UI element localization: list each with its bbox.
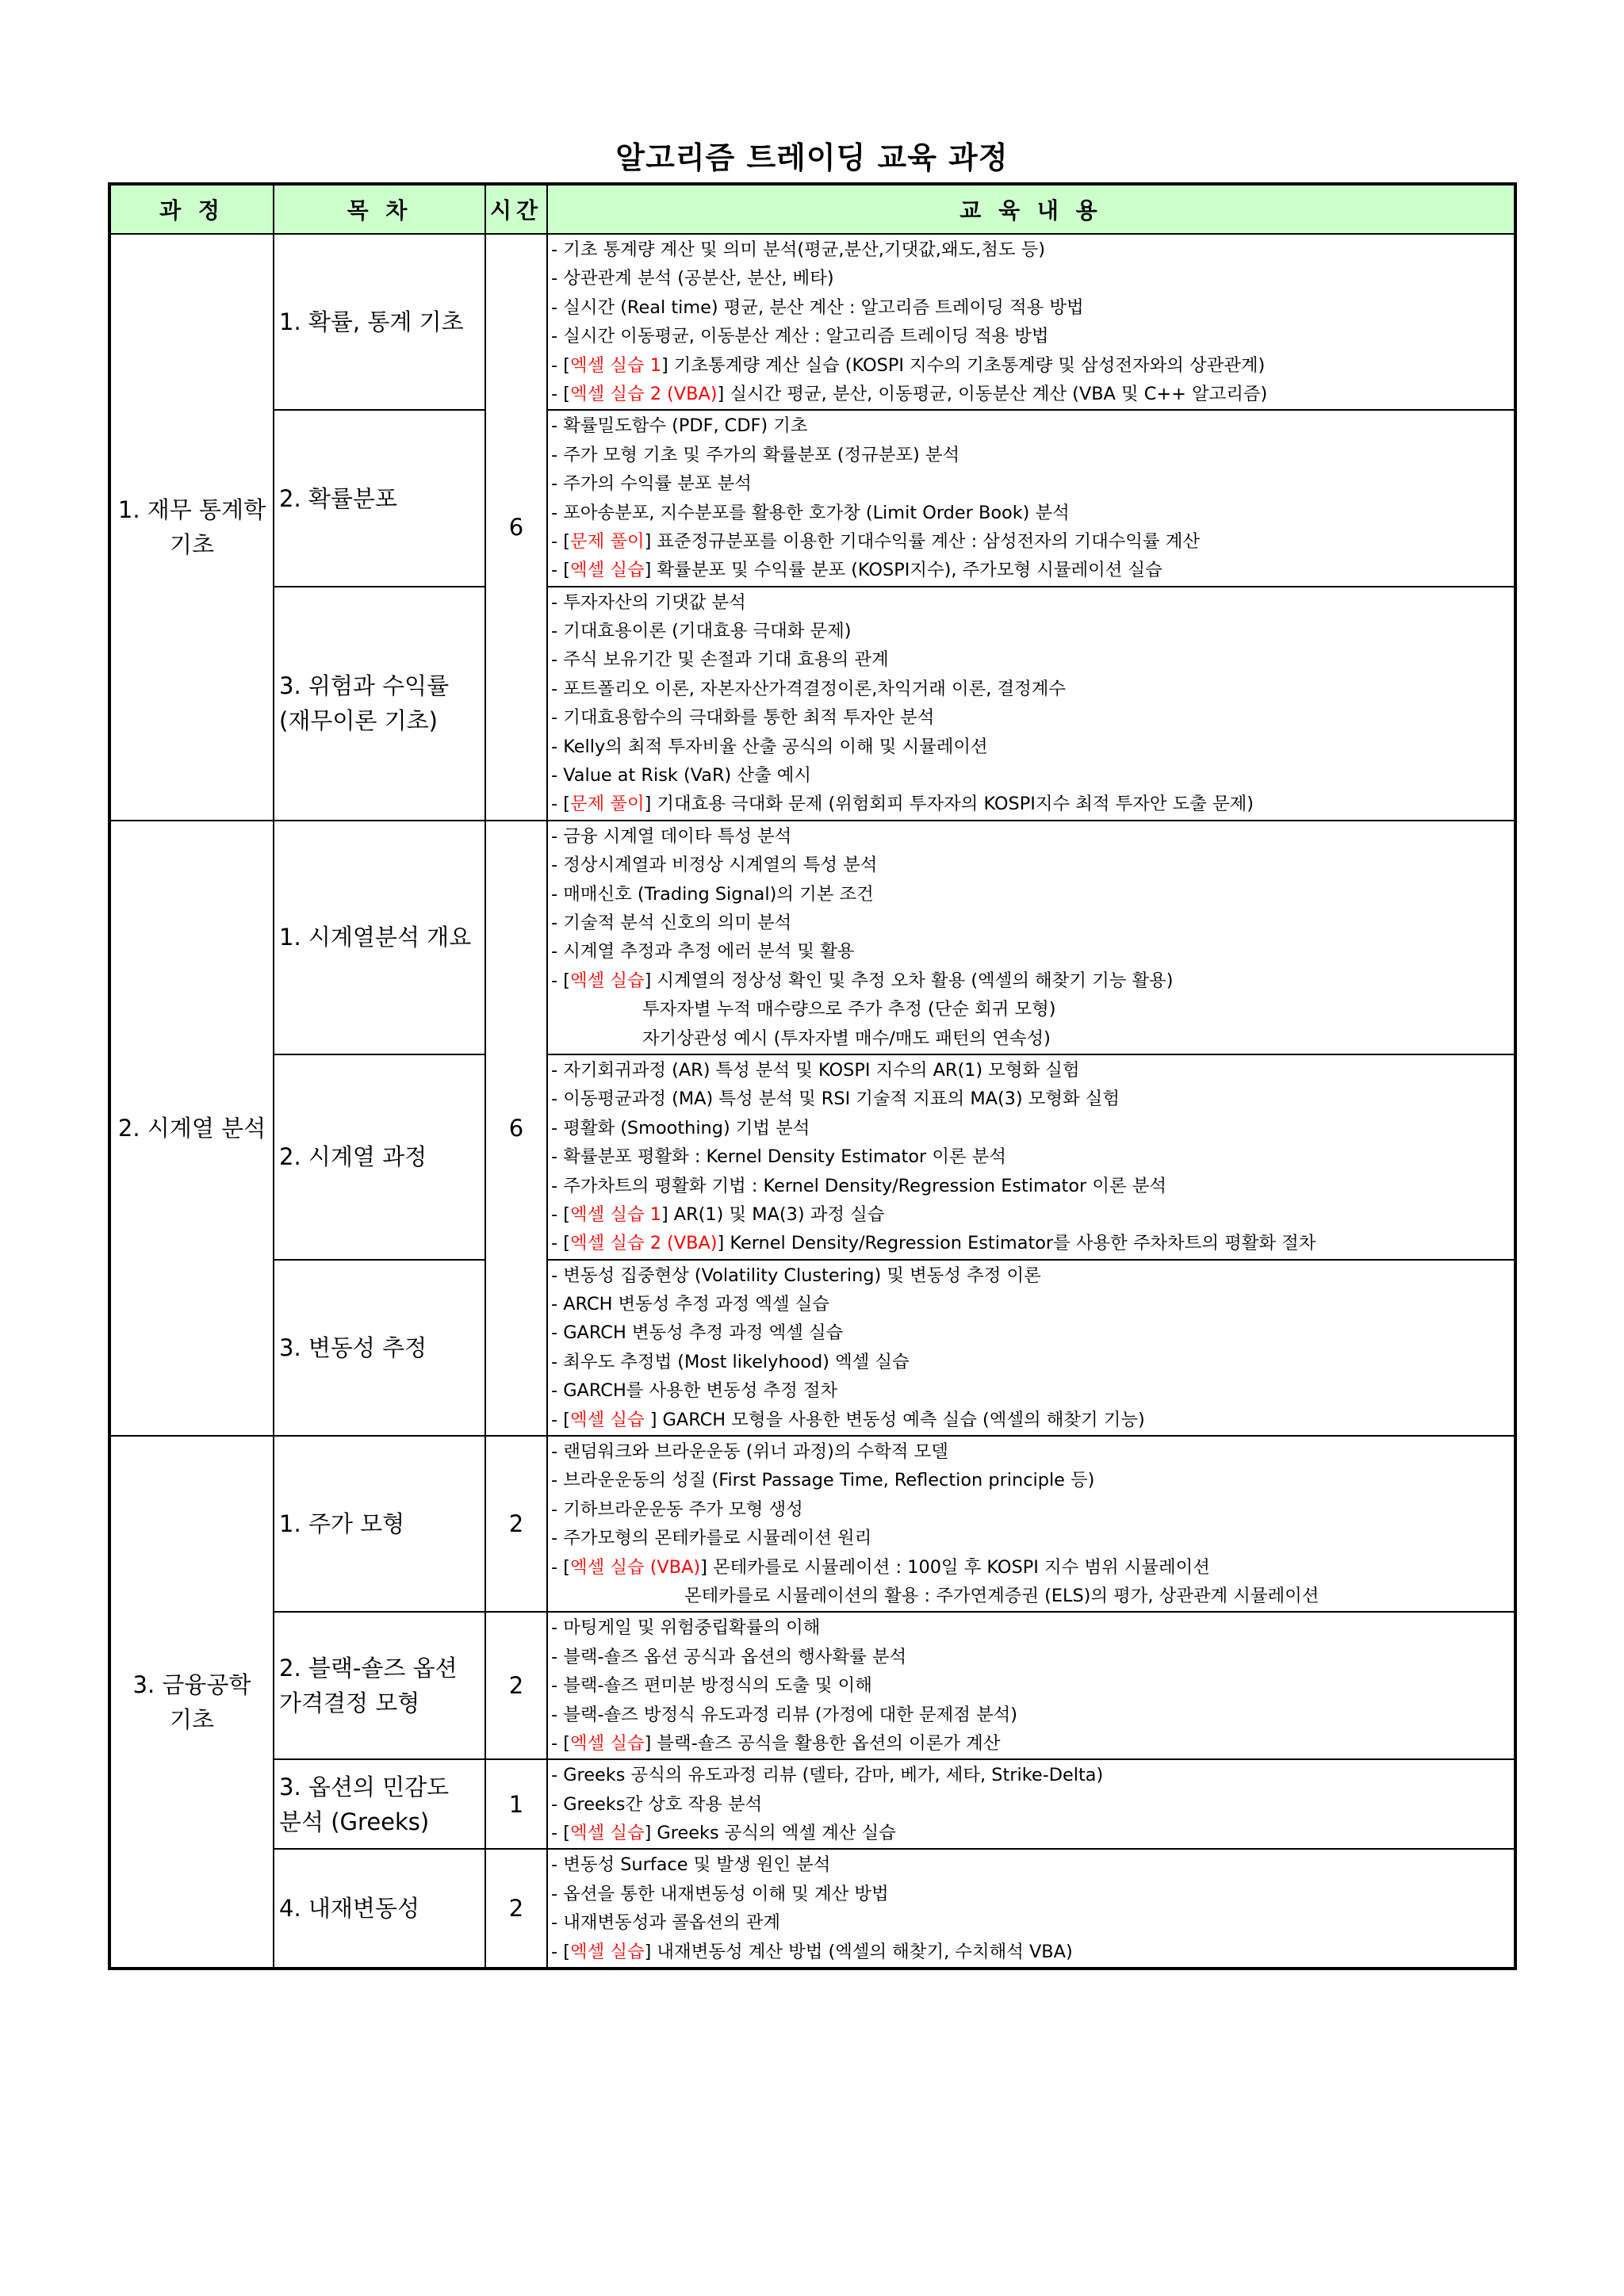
content-text: - 내재변동성과 콜옵션의 관계 xyxy=(551,1912,780,1934)
content-text: ] 몬테카를로 시뮬레이션 : 100일 후 KOSPI 지수 범위 시뮬레이션 xyxy=(700,1556,1210,1578)
content-text: - 블랙-숄즈 방정식 유도과정 리뷰 (가정에 대한 문제점 분석) xyxy=(551,1704,1018,1725)
content-text: - [ xyxy=(551,794,570,815)
practice-tag: 엑셀 실습 2 (VBA) xyxy=(569,383,718,404)
header-row xyxy=(109,184,1515,234)
content-line xyxy=(551,645,1514,674)
content-text: - [ xyxy=(551,383,570,404)
practice-tag: 엑셀 실습 xyxy=(569,1941,645,1962)
topic-content xyxy=(547,234,1515,410)
content-line xyxy=(551,588,1514,617)
content-text: - 시계열 추정과 추정 에러 분석 및 활용 xyxy=(551,941,855,962)
topic-title: 4. 내재변동성 xyxy=(274,1849,485,1969)
content-line xyxy=(551,380,1514,408)
header-content: 교 육 내 용 xyxy=(547,184,1515,234)
topic-content xyxy=(547,1054,1515,1260)
content-text: - [ xyxy=(551,1233,570,1254)
content-line xyxy=(551,675,1514,703)
content-line xyxy=(551,1114,1514,1142)
course-hours: 6 xyxy=(485,234,547,821)
content-text: - 변동성 집중현상 (Volatility Clustering) 및 변동성 추정 이론 xyxy=(551,1265,1041,1286)
content-text: - Greeks 공식의 유도과정 리뷰 (델타, 감마, 베가, 세타, Strike-Delta) xyxy=(551,1765,1104,1786)
table-row xyxy=(109,1054,1515,1260)
header-course: 과 정 xyxy=(109,184,274,234)
content-line xyxy=(551,1643,1514,1671)
topic-hours: 2 xyxy=(485,1849,547,1969)
topic-title: 1. 주가 모형 xyxy=(274,1436,485,1612)
content-text: - 변동성 Surface 및 발생 원인 분석 xyxy=(551,1854,831,1876)
content-text: - 마팅게일 및 위험중립확률의 이해 xyxy=(551,1617,821,1639)
content-text: - 실시간 (Real time) 평균, 분산 계산 : 알고리즘 트레이딩 적용 방법 xyxy=(551,297,1084,318)
content-line xyxy=(551,1938,1514,1966)
table-row xyxy=(109,587,1515,821)
content-text: - [ xyxy=(551,1732,570,1754)
content-line xyxy=(551,1819,1514,1847)
content-line xyxy=(551,761,1514,790)
topic-title: 2. 시계열 과정 xyxy=(274,1054,485,1260)
content-text: - [ xyxy=(551,1203,570,1225)
table-row xyxy=(109,410,1515,586)
practice-tag: 문제 풀이 xyxy=(569,530,645,552)
header-topic: 목 차 xyxy=(274,184,485,234)
content-line xyxy=(551,1671,1514,1700)
content-line xyxy=(551,1701,1514,1729)
content-text: - 포아송분포, 지수분포를 활용한 호가창 (Limit Order Book) 분석 xyxy=(551,502,1070,523)
practice-tag: 엑셀 실습 2 (VBA) xyxy=(569,1233,718,1254)
content-line xyxy=(551,1466,1514,1494)
content-text: - 확률밀도함수 (PDF, CDF) 기초 xyxy=(551,415,808,437)
content-line xyxy=(551,1880,1514,1908)
content-text: - 실시간 이동평균, 이동분산 계산 : 알고리즘 트레이딩 적용 방법 xyxy=(551,326,1049,347)
content-text: - 주가의 수익률 분포 분석 xyxy=(551,473,752,495)
content-text: - 기초 통계량 계산 및 의미 분석(평균,분산,기댓값,왜도,첨도 등) xyxy=(551,239,1045,260)
content-line xyxy=(551,822,1514,851)
topic-title: 3. 변동성 추정 xyxy=(274,1260,485,1436)
course-hours: 6 xyxy=(485,821,547,1436)
content-text: ] 블랙-숄즈 공식을 활용한 옵션의 이론가 계산 xyxy=(644,1732,1001,1754)
content-text: 투자자별 누적 매수량으로 주가 추정 (단순 회귀 모형) xyxy=(642,999,1056,1020)
topic-content xyxy=(547,1260,1515,1436)
topic-content xyxy=(547,1759,1515,1849)
content-text: - Kelly의 최적 투자비율 산출 공식의 이해 및 시뮬레이션 xyxy=(551,736,988,757)
content-text: - 기술적 분석 신호의 의미 분석 xyxy=(551,912,792,933)
content-text: - 평활화 (Smoothing) 기법 분석 xyxy=(551,1117,810,1138)
content-text: - 자기회귀과정 (AR) 특성 분석 및 KOSPI 지수의 AR(1) 모형화 실험 xyxy=(551,1059,1080,1081)
course-name: 3. 금융공학 기초 xyxy=(109,1436,274,1969)
content-line xyxy=(551,1142,1514,1171)
content-text: - 블랙-숄즈 편미분 방정식의 도출 및 이해 xyxy=(551,1675,872,1697)
content-line xyxy=(551,235,1514,264)
content-text: - [ xyxy=(551,1556,570,1578)
content-text: - 확률분포 평활화 : Kernel Density Estimator 이론 분석 xyxy=(551,1146,1006,1168)
content-text: - [ xyxy=(551,1409,570,1430)
table-row xyxy=(109,1436,1515,1612)
content-line xyxy=(551,733,1514,761)
content-text: ] 기대효용 극대화 문제 (위험회피 투자자의 KOSPI지수 최적 투자안 도출 문제) xyxy=(644,794,1254,815)
table-row xyxy=(109,1260,1515,1436)
content-line xyxy=(551,1229,1514,1257)
content-line xyxy=(551,527,1514,556)
topic-content xyxy=(547,587,1515,821)
table-row xyxy=(109,821,1515,1054)
content-line xyxy=(551,703,1514,732)
content-text: ] AR(1) 및 MA(3) 과정 실습 xyxy=(661,1203,885,1225)
topic-title: 2. 블랙-숄즈 옵션 가격결정 모형 xyxy=(274,1612,485,1759)
content-line xyxy=(551,351,1514,380)
content-text: - GARCH를 사용한 변동성 추정 절차 xyxy=(551,1380,838,1402)
content-text: - 주가 모형 기초 및 주가의 확률분포 (정규분포) 분석 xyxy=(551,444,960,465)
content-text: ] Kernel Density/Regression Estimator를 사용한 주차차트의 평활화 절차 xyxy=(717,1233,1316,1254)
content-text: - 주식 보유기간 및 손절과 기대 효용의 관계 xyxy=(551,649,889,671)
curriculum-table xyxy=(108,182,1517,1970)
content-text: - 브라운운동의 성질 (First Passage Time, Reflection principle 등) xyxy=(551,1470,1095,1491)
content-text: - [ xyxy=(551,970,570,991)
content-line xyxy=(551,1290,1514,1318)
content-line xyxy=(551,1850,1514,1879)
content-line xyxy=(551,966,1514,995)
content-line xyxy=(551,617,1514,645)
curriculum-body xyxy=(109,234,1515,1969)
content-line xyxy=(551,1406,1514,1434)
content-text: - Value at Risk (VaR) 산출 예시 xyxy=(551,765,812,786)
practice-tag: 엑셀 실습 xyxy=(569,1823,645,1844)
content-text: - ARCH 변동성 추정 과정 엑셀 실습 xyxy=(551,1294,829,1315)
content-line xyxy=(551,1437,1514,1466)
content-text: - [ xyxy=(551,1941,570,1962)
content-text: ] 시계열의 정상성 확인 및 추정 오차 활용 (엑셀의 해찾기 기능 활용) xyxy=(644,970,1174,991)
content-line xyxy=(551,1348,1514,1376)
content-text: ] 실시간 평균, 분산, 이동평균, 이동분산 계산 (VBA 및 C++ 알고리즘) xyxy=(717,383,1268,404)
practice-tag: 엑셀 실습 xyxy=(569,560,645,581)
content-text: ] Greeks 공식의 엑셀 계산 실습 xyxy=(644,1823,896,1844)
table-row xyxy=(109,1759,1515,1849)
content-line xyxy=(551,1553,1514,1582)
content-line xyxy=(551,556,1514,584)
content-text: ] 표준정규분포를 이용한 기대수익률 계산 : 삼성전자의 기대수익률 계산 xyxy=(644,530,1201,552)
content-text: - 정상시계열과 비정상 시계열의 특성 분석 xyxy=(551,855,878,876)
topic-title: 1. 시계열분석 개요 xyxy=(274,821,485,1054)
content-line xyxy=(551,1790,1514,1819)
content-line xyxy=(551,1908,1514,1937)
content-line xyxy=(551,1376,1514,1405)
content-line xyxy=(551,790,1514,818)
topic-title: 2. 확률분포 xyxy=(274,410,485,586)
practice-tag: 엑셀 실습 1 xyxy=(569,1203,661,1225)
topic-title: 3. 옵션의 민감도 분석 (Greeks) xyxy=(274,1759,485,1849)
content-line xyxy=(551,1056,1514,1085)
content-text: ] 기초통계량 계산 실습 (KOSPI 지수의 기초통계량 및 삼성전자와의 상관관계) xyxy=(661,354,1266,376)
content-line xyxy=(551,937,1514,966)
content-line xyxy=(551,1318,1514,1347)
content-line xyxy=(551,469,1514,498)
content-line xyxy=(551,322,1514,350)
content-text: 몬테카를로 시뮬레이션의 활용 : 주가연계증권 (ELS)의 평가, 상관관계 시뮬레이션 xyxy=(684,1585,1320,1606)
practice-tag: 엑셀 실습 1 xyxy=(569,354,661,376)
content-text: - 최우도 추정법 (Most likelyhood) 엑셀 실습 xyxy=(551,1351,910,1372)
topic-hours: 2 xyxy=(485,1612,547,1759)
topic-hours: 2 xyxy=(485,1436,547,1612)
practice-tag: 엑셀 실습 xyxy=(569,970,645,991)
content-text: - 기대효용이론 (기대효용 극대화 문제) xyxy=(551,621,852,642)
topic-content xyxy=(547,821,1515,1054)
topic-title: 3. 위험과 수익률 (재무이론 기초) xyxy=(274,587,485,821)
content-text: - GARCH 변동성 추정 과정 엑셀 실습 xyxy=(551,1322,844,1344)
content-line xyxy=(551,1761,1514,1789)
content-line xyxy=(551,995,1514,1024)
content-text: - [ xyxy=(551,1823,570,1844)
content-line xyxy=(551,293,1514,322)
content-line xyxy=(551,1200,1514,1229)
practice-tag: 엑셀 실습 xyxy=(569,1732,645,1754)
content-text: - [ xyxy=(551,354,570,376)
table-row xyxy=(109,1612,1515,1759)
content-text: - 기대효용함수의 극대화를 통한 최적 투자안 분석 xyxy=(551,707,935,729)
content-text: - 랜덤워크와 브라운운동 (위너 과정)의 수학적 모델 xyxy=(551,1441,948,1463)
content-text: - 이동평균과정 (MA) 특성 분석 및 RSI 기술적 지표의 MA(3) 모형화 실험 xyxy=(551,1089,1120,1110)
content-line xyxy=(551,1613,1514,1642)
practice-tag: 문제 풀이 xyxy=(569,794,645,815)
content-text: - Greeks간 상호 작용 분석 xyxy=(551,1793,763,1815)
content-line xyxy=(551,1524,1514,1552)
content-line xyxy=(551,1172,1514,1200)
content-line xyxy=(551,411,1514,440)
table-row xyxy=(109,234,1515,410)
content-line xyxy=(551,499,1514,527)
topic-content xyxy=(547,1849,1515,1969)
content-text: ] GARCH 모형을 사용한 변동성 예측 실습 (엑셀의 해찾기 기능) xyxy=(649,1409,1145,1430)
content-text: - 주가모형의 몬테카를로 시뮬레이션 원리 xyxy=(551,1528,872,1549)
content-text: - 매매신호 (Trading Signal)의 기본 조건 xyxy=(551,883,874,905)
content-text: - 기하브라운운동 주가 모형 생성 xyxy=(551,1498,803,1520)
content-line xyxy=(551,1261,1514,1290)
content-text: - [ xyxy=(551,560,570,581)
document-title: 알고리즘 트레이딩 교육 과정 xyxy=(615,140,1009,175)
content-text: - 포트폴리오 이론, 자본자산가격결정이론,차익거래 이론, 결정계수 xyxy=(551,678,1067,699)
course-name: 2. 시계열 분석 xyxy=(109,821,274,1436)
course-name: 1. 재무 통계학 기초 xyxy=(109,234,274,821)
content-text: 자기상관성 예시 (투자자별 매수/매도 패턴의 연속성) xyxy=(642,1027,1051,1049)
topic-content xyxy=(547,1612,1515,1759)
practice-tag: 엑셀 실습 xyxy=(569,1409,650,1430)
topic-title: 1. 확률, 통계 기초 xyxy=(274,234,485,410)
topic-content xyxy=(547,1436,1515,1612)
content-text: - [ xyxy=(551,530,570,552)
content-line xyxy=(551,441,1514,469)
content-text: - 금융 시계열 데이타 특성 분석 xyxy=(551,825,792,847)
header-hours: 시간 xyxy=(485,184,547,234)
content-line xyxy=(551,851,1514,879)
content-text: - 상관관계 분석 (공분산, 분산, 베타) xyxy=(551,268,834,289)
content-line xyxy=(551,1729,1514,1758)
content-text: - 옵션을 통한 내재변동성 이해 및 계산 방법 xyxy=(551,1883,889,1904)
content-text: ] 확률분포 및 수익률 분포 (KOSPI지수), 주가모형 시뮬레이션 실습 xyxy=(644,560,1162,581)
topic-hours: 1 xyxy=(485,1759,547,1849)
topic-content xyxy=(547,410,1515,586)
content-text: - 주가차트의 평활화 기법 : Kernel Density/Regression Estimator 이론 분석 xyxy=(551,1175,1166,1196)
content-line xyxy=(551,1024,1514,1053)
content-line xyxy=(551,1495,1514,1524)
content-text: - 블랙-숄즈 옵션 공식과 옵션의 행사확률 분석 xyxy=(551,1646,907,1667)
content-text: - 투자자산의 기댓값 분석 xyxy=(551,591,746,613)
content-line xyxy=(551,1582,1514,1610)
practice-tag: 엑셀 실습 (VBA) xyxy=(569,1556,701,1578)
content-line xyxy=(551,880,1514,909)
content-line xyxy=(551,1085,1514,1113)
table-row xyxy=(109,1849,1515,1969)
content-text: ] 내재변동성 계산 방법 (엑셀의 해찾기, 수치해석 VBA) xyxy=(644,1941,1073,1962)
content-line xyxy=(551,264,1514,293)
content-line xyxy=(551,909,1514,937)
